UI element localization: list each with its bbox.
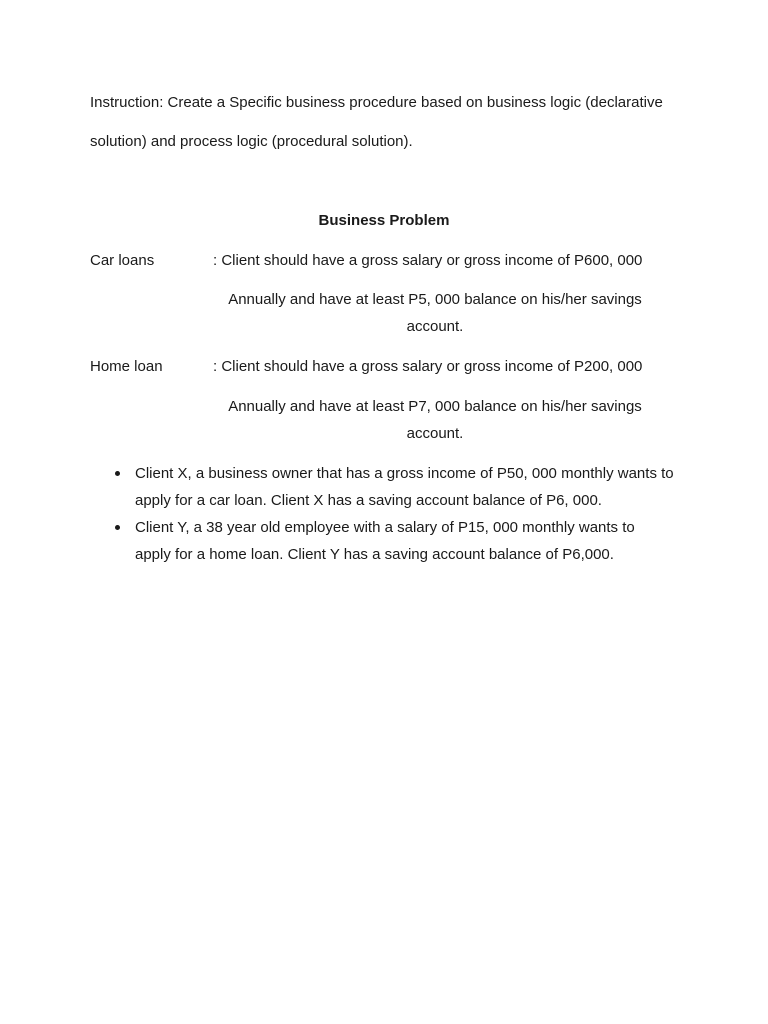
car-loan-condition-line-1: : Client should have a gross salary or gross income of P600, 000 <box>213 252 643 269</box>
list-item-line-2: apply for a home loan. Client Y has a saving account balance of P6,000. <box>135 546 614 563</box>
list-item-line-1: Client Y, a 38 year old employee with a salary of P15, 000 monthly wants to <box>135 519 635 536</box>
home-loan-condition-line-3: account. <box>406 425 464 442</box>
car-loan-label: Car loans <box>90 252 155 269</box>
instruction-line-2: solution) and process logic (procedural solution). <box>90 133 413 150</box>
home-loan-condition-line-1: : Client should have a gross salary or gross income of P200, 000 <box>213 358 643 375</box>
bullet-icon <box>115 471 120 476</box>
car-loan-condition-line-2: Annually and have at least P5, 000 balance on his/her savings <box>228 291 642 308</box>
home-loan-condition-line-2: Annually and have at least P7, 000 balance on his/her savings <box>228 398 642 415</box>
section-heading: Business Problem <box>318 212 450 229</box>
list-item-line-1: Client X, a business owner that has a gross income of P50, 000 monthly wants to <box>135 465 674 482</box>
instruction-line-1: Instruction: Create a Specific business procedure based on business logic (declarative <box>90 94 663 111</box>
bullet-icon <box>115 525 120 530</box>
car-loan-condition-line-3: account. <box>406 318 464 335</box>
list-item-line-2: apply for a car loan. Client X has a saving account balance of P6, 000. <box>135 492 602 509</box>
home-loan-label: Home loan <box>90 358 163 375</box>
